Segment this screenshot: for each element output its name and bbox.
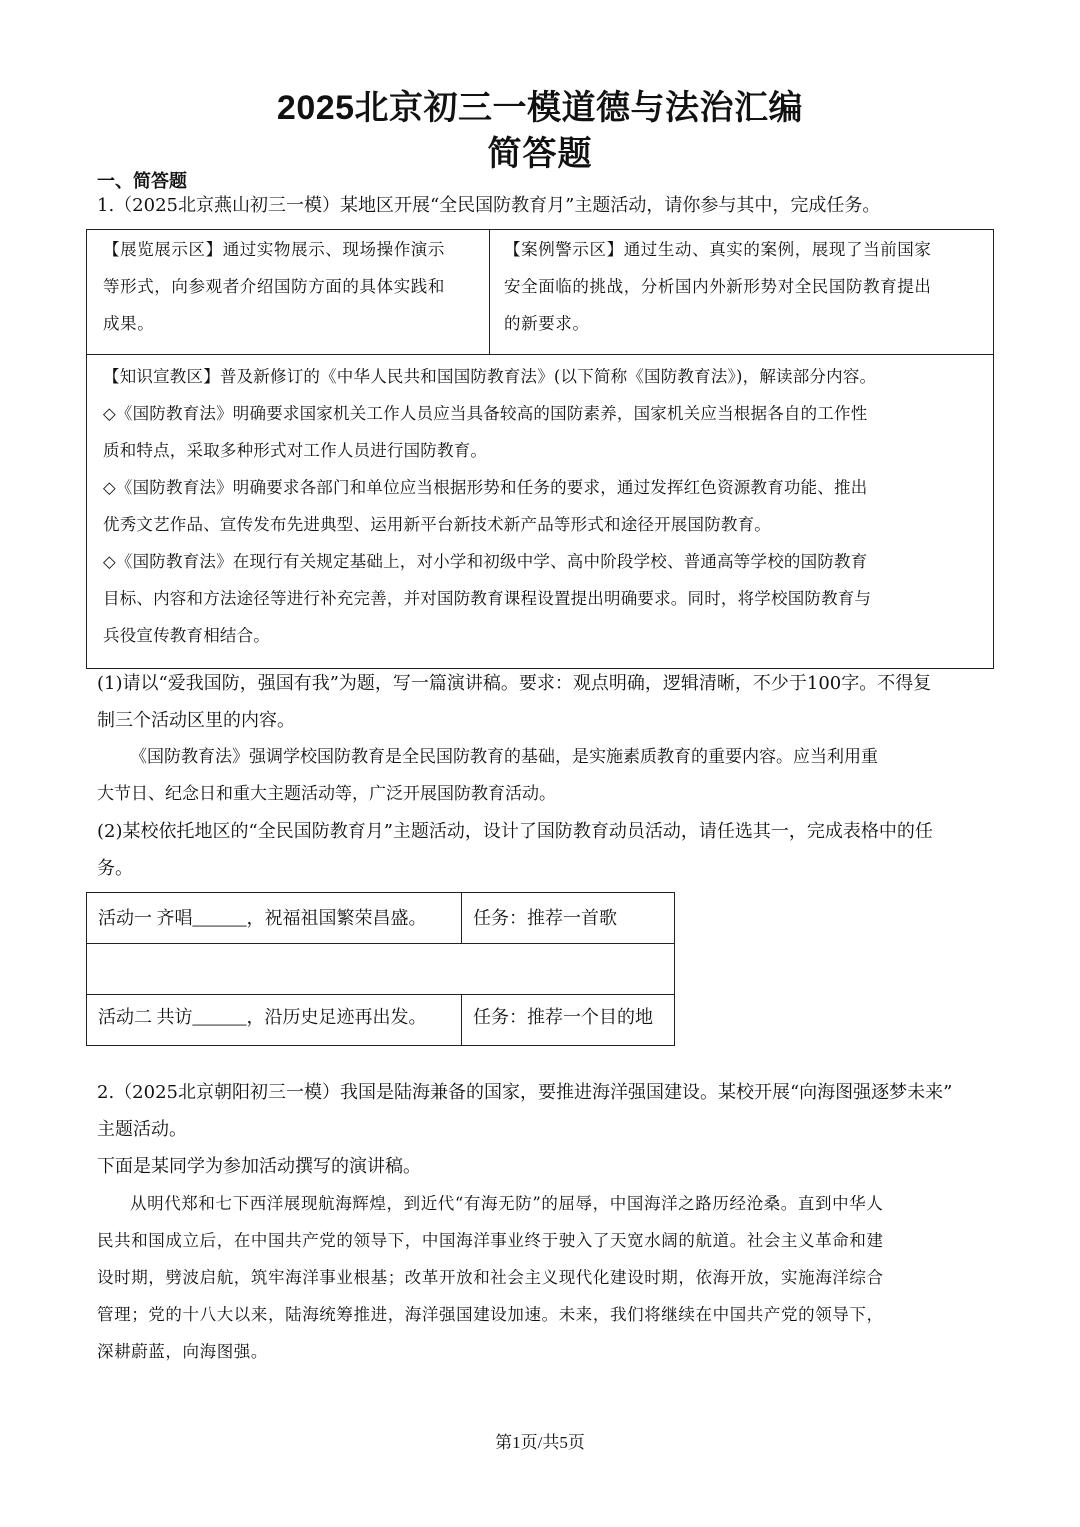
- sub-question-1-line: (1)请以“爱我国防，强国有我”为题，写一篇演讲稿。要求：观点明确，逻辑清晰，不少于100字。不得复: [97, 673, 932, 694]
- case-warning-zone-line: 的新要求。: [504, 314, 590, 333]
- box-divider-vertical: [489, 229, 490, 355]
- activity-one-cell: 活动一 齐唱______，祝福祖国繁荣昌盛。: [98, 908, 427, 928]
- material-paragraph-line: 《国防教育法》强调学校国防教育是全民国防教育的基础，是实施素质教育的重要内容。应当利用重: [130, 747, 878, 767]
- knowledge-zone-cell: [103, 358, 876, 654]
- knowledge-zone-line: 优秀文艺作品、宣传发布先进典型、运用新平台新技术新产品等形式和途径开展国防教育。: [103, 515, 771, 534]
- table-rule: [87, 943, 674, 944]
- exhibition-zone-line: 成果。: [103, 314, 155, 333]
- activity-task-table: [86, 892, 675, 1046]
- speech-line: 深耕蔚蓝，向海图强。: [97, 1342, 268, 1361]
- activity-one-task-cell: 任务：推荐一首歌: [473, 908, 617, 928]
- knowledge-zone-line: ◇《国防教育法》明确要求国家机关工作人员应当具备较高的国防素养，国家机关应当根据各自的工作性: [103, 404, 868, 423]
- table-rule: [87, 994, 674, 995]
- knowledge-zone-line: ◇《国防教育法》在现行有关规定基础上，对小学和初级中学、高中阶段学校、普通高等学校的国防教育: [103, 552, 868, 571]
- page-number: 第1页/共5页: [495, 1433, 585, 1452]
- knowledge-zone-line: ◇《国防教育法》明确要求各部门和单位应当根据形势和任务的要求，通过发挥红色资源教育功能、推出: [103, 478, 868, 497]
- case-warning-zone-line: 【案例警示区】通过生动、真实的案例，展现了当前国家: [504, 240, 932, 259]
- table-rule: [461, 893, 462, 943]
- exhibition-zone-cell: [103, 231, 445, 342]
- speech-line: 设时期，劈波启航，筑牢海洋事业根基；改革开放和社会主义现代化建设时期，依海开放，实施海洋综合: [97, 1268, 884, 1287]
- activity-two-task-cell: 任务：推荐一个目的地: [473, 1007, 653, 1027]
- speech-line: 从明代郑和七下西洋展现航海辉煌，到近代“有海无防”的屈辱，中国海洋之路历经沧桑。直到中华人: [130, 1194, 884, 1213]
- question-1-intro: 1.（2025北京燕山初三一模）某地区开展“全民国防教育月”主题活动，请你参与其中，完成任务。: [97, 195, 881, 216]
- box-divider-horizontal: [86, 354, 994, 355]
- sub-question-1-line: 制三个活动区里的内容。: [97, 710, 295, 731]
- exhibition-zone-line: 等形式，向参观者介绍国防方面的具体实践和: [103, 277, 445, 296]
- knowledge-zone-line: 目标、内容和方法途径等进行补充完善，并对国防教育课程设置提出明确要求。同时，将学校国防教育与: [103, 589, 872, 608]
- question-2-intro-line: 2.（2025北京朝阳初三一模）我国是陆海兼备的国家，要推进海洋强国建设。某校开展“向海图强逐梦未来”: [97, 1082, 953, 1103]
- case-warning-zone-cell: [504, 231, 932, 342]
- section-heading: 一、简答题: [97, 171, 187, 192]
- knowledge-zone-line: 质和特点，采取多种形式对工作人员进行国防教育。: [103, 441, 488, 460]
- activity-two-cell: 活动二 共访______，沿历史足迹再出发。: [98, 1007, 427, 1027]
- document-title: 2025北京初三一模道德与法治汇编: [276, 89, 804, 127]
- sub-question-2-line: 务。: [97, 858, 133, 879]
- knowledge-zone-line: 【知识宣教区】普及新修订的《中华人民共和国国防教育法》(以下简称《国防教育法》)，解读部分内容。: [103, 367, 877, 386]
- table-rule: [461, 994, 462, 1046]
- document-subtitle: 简答题: [487, 135, 593, 173]
- sub-question-2-line: (2)某校依托地区的“全民国防教育月”主题活动，设计了国防教育动员活动，请任选其一，完成表格中的任: [97, 821, 933, 842]
- question-2-lead: 下面是某同学为参加活动撰写的演讲稿。: [97, 1156, 421, 1177]
- speech-line: 管理；党的十八大以来，陆海统筹推进，海洋强国建设加速。未来，我们将继续在中国共产党的领导下，: [97, 1305, 884, 1324]
- material-paragraph-line: 大节日、纪念日和重大主题活动等，广泛开展国防教育活动。: [97, 784, 556, 804]
- knowledge-zone-line: 兵役宣传教育相结合。: [103, 626, 270, 645]
- exhibition-zone-line: 【展览展示区】通过实物展示、现场操作演示: [103, 240, 445, 259]
- question-2-intro-line: 主题活动。: [97, 1119, 187, 1140]
- case-warning-zone-line: 安全面临的挑战，分析国内外新形势对全民国防教育提出: [504, 277, 932, 296]
- speech-line: 民共和国成立后，在中国共产党的领导下，中国海洋事业终于驶入了天宽水阔的航道。社会主义革命和建: [97, 1231, 884, 1250]
